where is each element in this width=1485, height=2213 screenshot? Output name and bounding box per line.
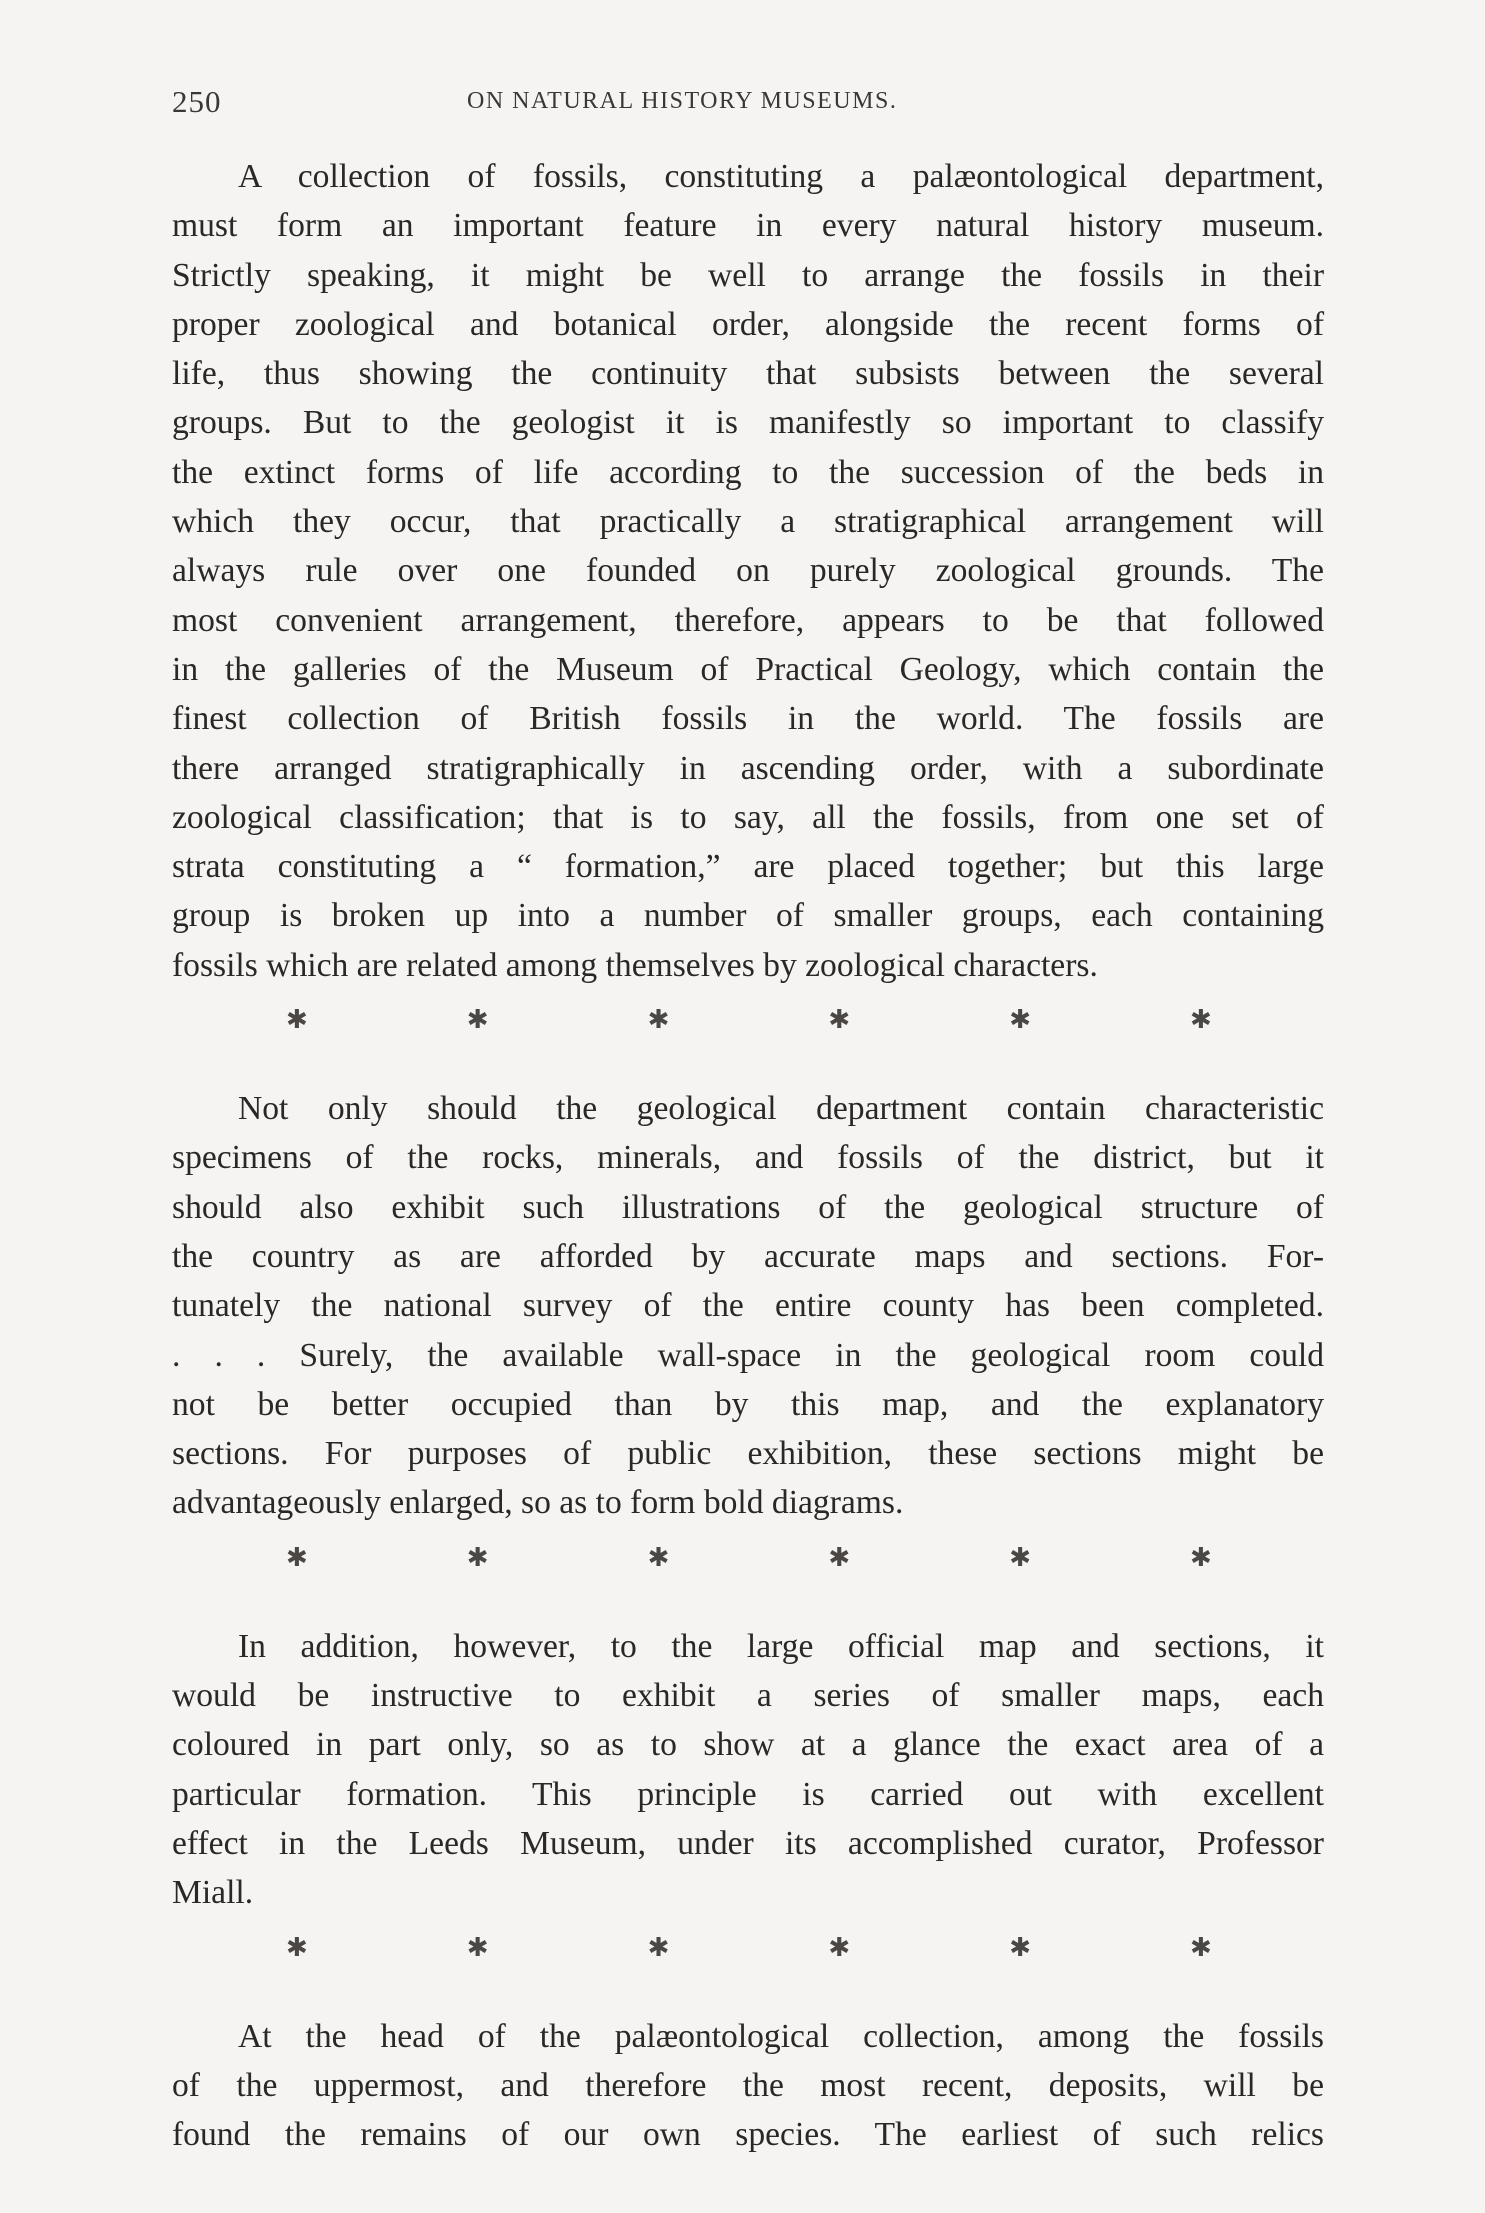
text-line: most convenient arrangement, therefore, appears to be that followed <box>172 601 1324 639</box>
text-line: Strictly speaking, it might be well to arrange the fossils in their <box>172 256 1324 294</box>
asterisk-ornament: ✱ <box>286 1542 308 1572</box>
text-line: Miall. <box>172 1874 254 1912</box>
text-line: found the remains of our own species. The earliest of such relics <box>172 2116 1324 2154</box>
paragraph-fossils <box>172 152 1324 990</box>
section-break-ornament <box>172 1533 1324 1582</box>
text-line: coloured in part only, so as to show at a glance the exact area of a <box>172 1726 1324 1764</box>
text-line: In addition, however, to the large official map and sections, it <box>238 1627 1324 1665</box>
asterisk-ornament: ✱ <box>466 1005 489 1035</box>
asterisk-ornament: ✱ <box>1189 1932 1212 1962</box>
text-line: not be better occupied than by this map, and the explanatory <box>172 1385 1324 1423</box>
text-line: strata constituting a “ formation,” are placed together; but this large <box>172 848 1324 886</box>
asterisk-ornament: ✱ <box>647 1542 670 1572</box>
text-line: . . . Surely, the available wall-space in the geological room could <box>172 1336 1324 1374</box>
asterisk-ornament: ✱ <box>1009 1005 1031 1035</box>
asterisk-ornament: ✱ <box>828 1932 851 1962</box>
text-line: which they occur, that practically a stratigraphical arrangement will <box>172 503 1324 541</box>
asterisk-ornament: ✱ <box>466 1932 489 1962</box>
text-line: should also exhibit such illustrations of the geological structure of <box>172 1188 1324 1226</box>
text-line: Not only should the geological department contain characteristic <box>238 1090 1324 1128</box>
asterisk-ornament: ✱ <box>828 1542 851 1572</box>
running-head-title: ON NATURAL HISTORY MUSEUMS. <box>467 88 898 114</box>
asterisk-ornament: ✱ <box>828 1005 851 1035</box>
paragraph-geological-department <box>172 1084 1324 1528</box>
text-line: the extinct forms of life according to the succession of the beds in <box>172 453 1324 491</box>
text-line: particular formation. This principle is carried out with excellent <box>172 1775 1324 1813</box>
text-line: groups. But to the geologist it is manifestly so important to classify <box>172 404 1324 442</box>
asterisk-ornament: ✱ <box>1189 1542 1212 1572</box>
text-line: effect in the Leeds Museum, under its accomplished curator, Professor <box>172 1824 1324 1862</box>
text-line: zoological classification; that is to say, all the fossils, from one set of <box>172 798 1324 836</box>
text-line: in the galleries of the Museum of Practical Geology, which contain the <box>172 650 1324 688</box>
section-break-ornament <box>172 995 1324 1044</box>
paragraph-palaeontological-collection <box>172 2012 1324 2160</box>
asterisk-ornament: ✱ <box>286 1005 308 1035</box>
text-line: life, thus showing the continuity that subsists between the several <box>172 355 1324 393</box>
text-line: finest collection of British fossils in the world. The fossils are <box>172 700 1324 738</box>
body-text <box>172 152 1324 2159</box>
section-break-ornament <box>172 1923 1324 1972</box>
text-line: A collection of fossils, constituting a palæontological department, <box>238 158 1324 195</box>
paragraph-smaller-maps <box>172 1622 1324 1918</box>
asterisk-ornament: ✱ <box>466 1542 489 1572</box>
text-line: always rule over one founded on purely zoological grounds. The <box>172 552 1324 590</box>
text-line: specimens of the rocks, minerals, and fossils of the district, but it <box>172 1139 1324 1177</box>
asterisk-ornament: ✱ <box>647 1005 670 1035</box>
text-line: fossils which are related among themselves by zoological characters. <box>172 946 1098 984</box>
asterisk-ornament: ✱ <box>647 1932 670 1962</box>
text-line: sections. For purposes of public exhibition, these sections might be <box>172 1435 1324 1473</box>
text-line: group is broken up into a number of smaller groups, each containing <box>172 897 1324 935</box>
asterisk-ornament: ✱ <box>286 1932 308 1962</box>
text-line: would be instructive to exhibit a series of smaller maps, each <box>172 1677 1324 1715</box>
text-line: At the head of the palæontological collection, among the fossils <box>238 2017 1324 2055</box>
text-line: must form an important feature in every natural history museum. <box>172 207 1324 245</box>
text-line: the country as are afforded by accurate maps and sections. For- <box>172 1237 1324 1275</box>
text-line: there arranged stratigraphically in ascending order, with a subordinate <box>172 749 1324 787</box>
asterisk-ornament: ✱ <box>1009 1542 1031 1572</box>
text-line: proper zoological and botanical order, alongside the recent forms of <box>172 305 1324 343</box>
text-line: advantageously enlarged, so as to form bold diagrams. <box>172 1484 904 1522</box>
asterisk-ornament: ✱ <box>1009 1932 1031 1962</box>
page-number: 250 <box>172 84 222 119</box>
asterisk-ornament: ✱ <box>1189 1005 1212 1035</box>
running-head <box>172 84 1327 124</box>
text-line: of the uppermost, and therefore the most recent, deposits, will be <box>172 2066 1324 2104</box>
text-line: tunately the national survey of the entire county has been completed. <box>172 1287 1324 1325</box>
